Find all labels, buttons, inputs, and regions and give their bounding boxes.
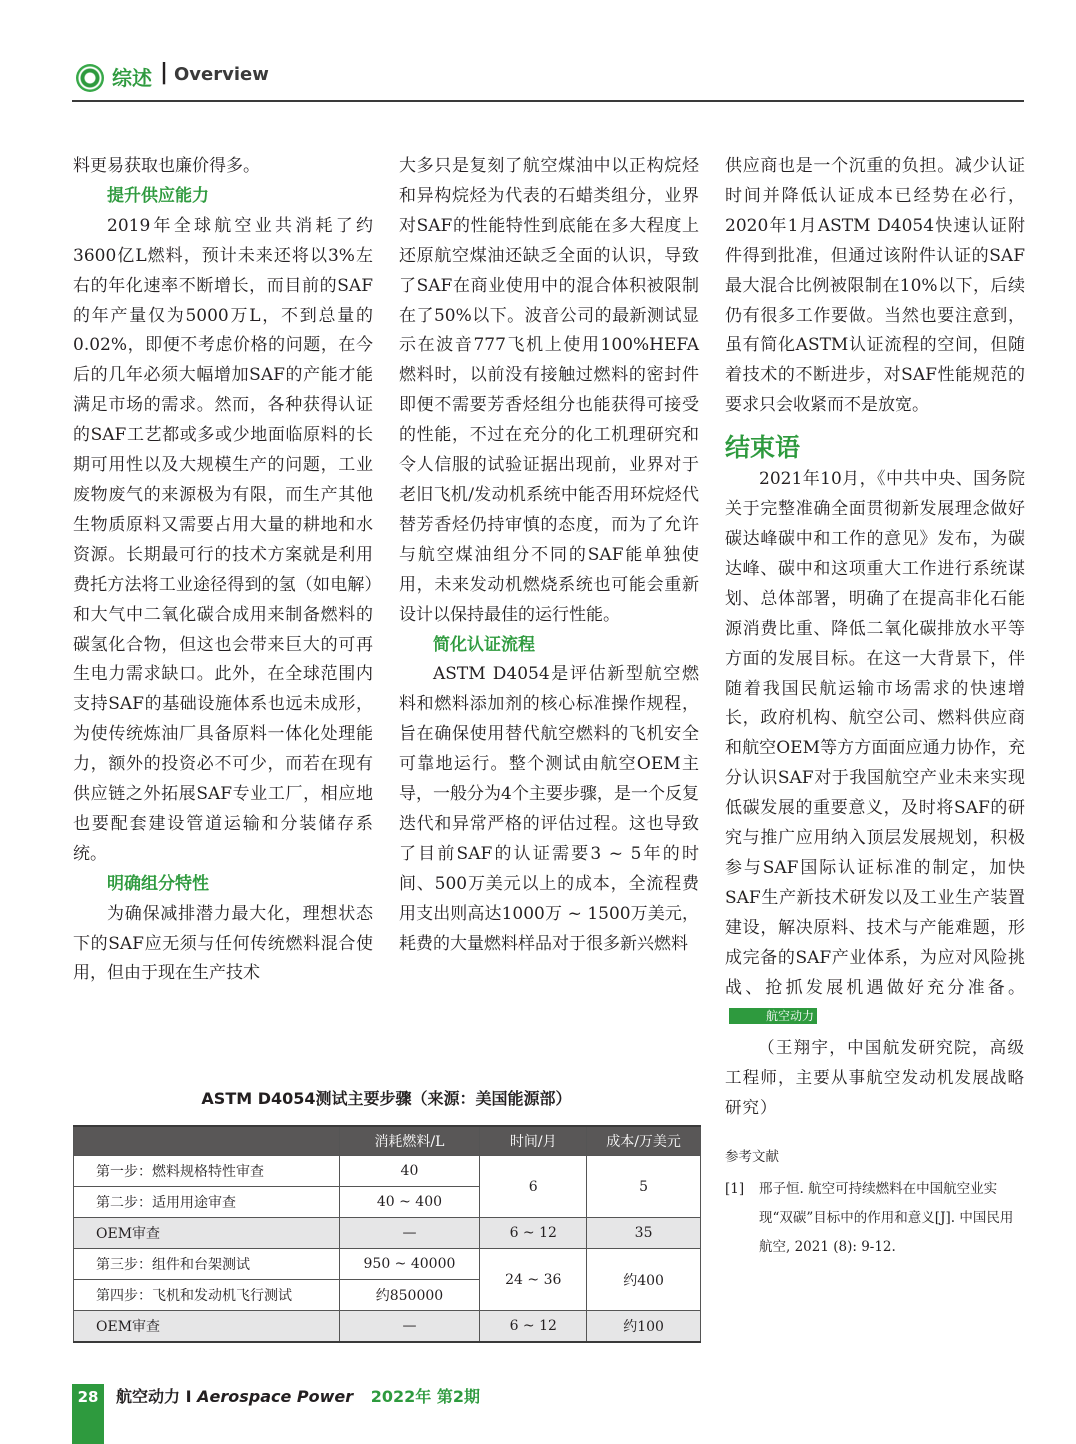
journal-separator: I: [185, 1387, 192, 1406]
page-header: [72, 58, 1024, 102]
table-row: [74, 1311, 701, 1343]
table-cell-fuel: 约850000: [339, 1280, 480, 1311]
page-number: 28: [77, 1388, 99, 1406]
table-header-cell: [74, 1126, 340, 1156]
table-caption: ASTM D4054测试主要步骤（来源：美国能源部）: [201, 1089, 572, 1108]
heading-conclusion: 结束语: [725, 433, 801, 463]
table-cell-fuel: —: [339, 1218, 480, 1249]
table-cell-fuel: 950 ~ 40000: [339, 1249, 480, 1280]
table-cell-step: 第三步：组件和台架测试: [74, 1249, 340, 1280]
table-cell-cost: 5: [587, 1156, 701, 1218]
end-mark-badge: 航空动力: [729, 1008, 817, 1024]
paragraph-conclusion: [725, 465, 1025, 1033]
table-cell-step: OEM审查: [74, 1218, 340, 1249]
table-cell-fuel: 40: [339, 1156, 480, 1187]
journal-issue: 2022年 第2期: [370, 1387, 480, 1406]
table-cell-time: 6 ~ 12: [480, 1218, 587, 1249]
table-cell-step: OEM审查: [74, 1311, 340, 1343]
footer-journal: [116, 1384, 480, 1407]
author-info: （王翔宇，中国航发研究院，高级工程师，主要从事航空发动机发展战略研究）: [725, 1038, 1025, 1118]
table-row: [74, 1156, 701, 1187]
paragraph: ASTM D4054是评估新型航空燃料和燃料添加剂的核心标准操作规程，旨在确保使用替代航空燃料的飞机安全可靠地运行。整个测试由航空OEM主导，一般分为4个主要步骤，是一个反复迭代和异常严格的评估过程。这也导致了目前SAF的认证需要3 ~ 5年的时间、500万美元以上的成本，全流程费用支出则高达1000万 ~ 1500万美元，耗费的大量燃料样品对于很多新兴燃料: [399, 664, 699, 954]
journal-name-en: Aerospace Power: [197, 1387, 354, 1406]
paragraph: 为确保减排潜力最大化，理想状态下的SAF应无须与任何传统燃料混合使用，但由于现在生产技术: [73, 903, 373, 984]
table-cell-time: 6 ~ 12: [480, 1311, 587, 1343]
table-cell-cost: 约400: [587, 1249, 701, 1311]
journal-name-cn: 航空动力: [116, 1387, 181, 1406]
table-cell-cost: 约100: [587, 1311, 701, 1343]
paragraph: 2019年全球航空业共消耗了约3600亿L燃料，预计未来还将以3%左右的年化速率不断增长，而目前的SAF的年产量仅为5000万L，不到总量的0.02%，即便不考虑价格的问题，在今后的几年必须大幅增加SAF的产能才能满足市场的需求。然而，各种获得认证的SAF工艺都或多或少地面临原料的长期可用性以及大规模生产的问题，工业废物废气的来源极为有限，而生产其他生物质原料又需要占用大量的耕地和水资源。长期最可行的技术方案就是利用费托方法将工业途径得到的氢（如电解）和大气中二氧化碳合成用来制备燃料的碳氢化合物，但这也会带来巨大的可再生电力需求缺口。此外，在全球范围内支持SAF的基础设施体系也远未成形，为使传统炼油厂具备原料一体化处理能力，额外的投资必不可少，而若在现有供应链之外拓展SAF专业工厂，相应地也要配套建设管道运输和分装储存系统。: [73, 215, 373, 864]
table-cell-step: 第一步：燃料规格特性审查: [74, 1156, 340, 1187]
journal-logo-icon: [76, 64, 104, 92]
table-cell-step: 第四步：飞机和发动机飞行测试: [74, 1280, 340, 1311]
section-title-cn: 综述: [112, 66, 152, 90]
table-header-cell: 消耗燃料/L: [339, 1126, 480, 1156]
table-header-cell: 时间/月: [480, 1126, 587, 1156]
column-2: [399, 152, 699, 959]
table-cell-step: 第二步：适用用途审查: [74, 1187, 340, 1218]
reference-item: [725, 1175, 1025, 1262]
table-header-row: [74, 1126, 701, 1156]
reference-number: [1]: [725, 1181, 745, 1198]
astm-steps-table: [73, 1125, 701, 1343]
column-1: [73, 152, 373, 989]
table-cell-cost: 35: [587, 1218, 701, 1249]
table-cell-time: 6: [480, 1156, 587, 1218]
paragraph: 大多只是复刻了航空煤油中以正构烷烃和异构烷烃为代表的石蜡类组分，业界对SAF的性能特性到底能在多大程度上还原航空煤油还缺乏全面的认识，导致了SAF在商业使用中的混合体积被限制在了50%以下。波音公司的最新测试显示在波音777飞机上使用100%HEFA燃料时，以前没有接触过燃料的密封件即便不需要芳香烃组分也能获得可接受的性能，不过在充分的化工机理研究和令人信服的试验证据出现前，业界对于老旧飞机/发动机系统中能否用环烷烃代替芳香烃仍持审慎的态度，而为了允许与航空煤油组分不同的SAF能单独使用，未来发动机燃烧系统也可能会重新设计以保持最佳的运行性能。: [399, 156, 699, 625]
section-title-en: Overview: [174, 64, 269, 85]
paragraph: 料更易获取也廉价得多。: [73, 156, 260, 176]
paragraph: 供应商也是一个沉重的负担。减少认证时间并降低认证成本已经势在必行，2020年1月ASTM D4054快速认证附件得到批准，但通过该附件认证的SAF最大混合比例被限制在10%以下，后续仍有很多工作要做。当然也要注意到，虽有简化ASTM认证流程的空间，但随着技术的不断进步，对SAF性能规范的要求只会收紧而不是放宽。: [725, 156, 1025, 416]
column-3: [725, 152, 1025, 1262]
table-header-cell: 成本/万美元: [587, 1126, 701, 1156]
table-row: [74, 1249, 701, 1280]
page-number-box: [72, 1384, 104, 1444]
table-cell-fuel: 40 ~ 400: [339, 1187, 480, 1218]
table-row: [74, 1218, 701, 1249]
references-title: 参考文献: [725, 1149, 779, 1166]
conclusion-text: 2021年10月，《中共中央、国务院关于完整准确全面贯彻新发展理念做好碳达峰碳中和工作的意见》发布，为碳达峰、碳中和这项重大工作进行系统谋划、总体部署，明确了在提高非化石能源消费比重、降低二氧化碳排放水平等方面的发展目标。在这一大背景下，伴随着我国民航运输市场需求的快速增长，政府机构、航空公司、燃料供应商和航空OEM等方方面面应通力协作，充分认识SAF对于我国航空产业未来实现低碳发展的重要意义，及时将SAF的研究与推广应用纳入顶层发展规划，积极参与SAF国际认证标准的制定，加快SAF生产新技术研发以及工业生产装置建设，解决原料、技术与产能难题，形成完备的SAF产业体系，为应对风险挑战、抢抓发展机遇做好充分准备。: [725, 469, 1025, 998]
section-separator: |: [160, 60, 169, 85]
subheading-component: 明确组分特性: [107, 873, 209, 894]
subheading-certification: 简化认证流程: [433, 634, 535, 655]
subheading-supply: 提升供应能力: [107, 185, 209, 206]
reference-text: 邢子恒. 航空可持续燃料在中国航空业实现“双碳”目标中的作用和意义[J]. 中国民用航空, 2021 (8): 9-12.: [759, 1181, 1014, 1256]
table-cell-fuel: —: [339, 1311, 480, 1343]
table-cell-time: 24 ~ 36: [480, 1249, 587, 1311]
